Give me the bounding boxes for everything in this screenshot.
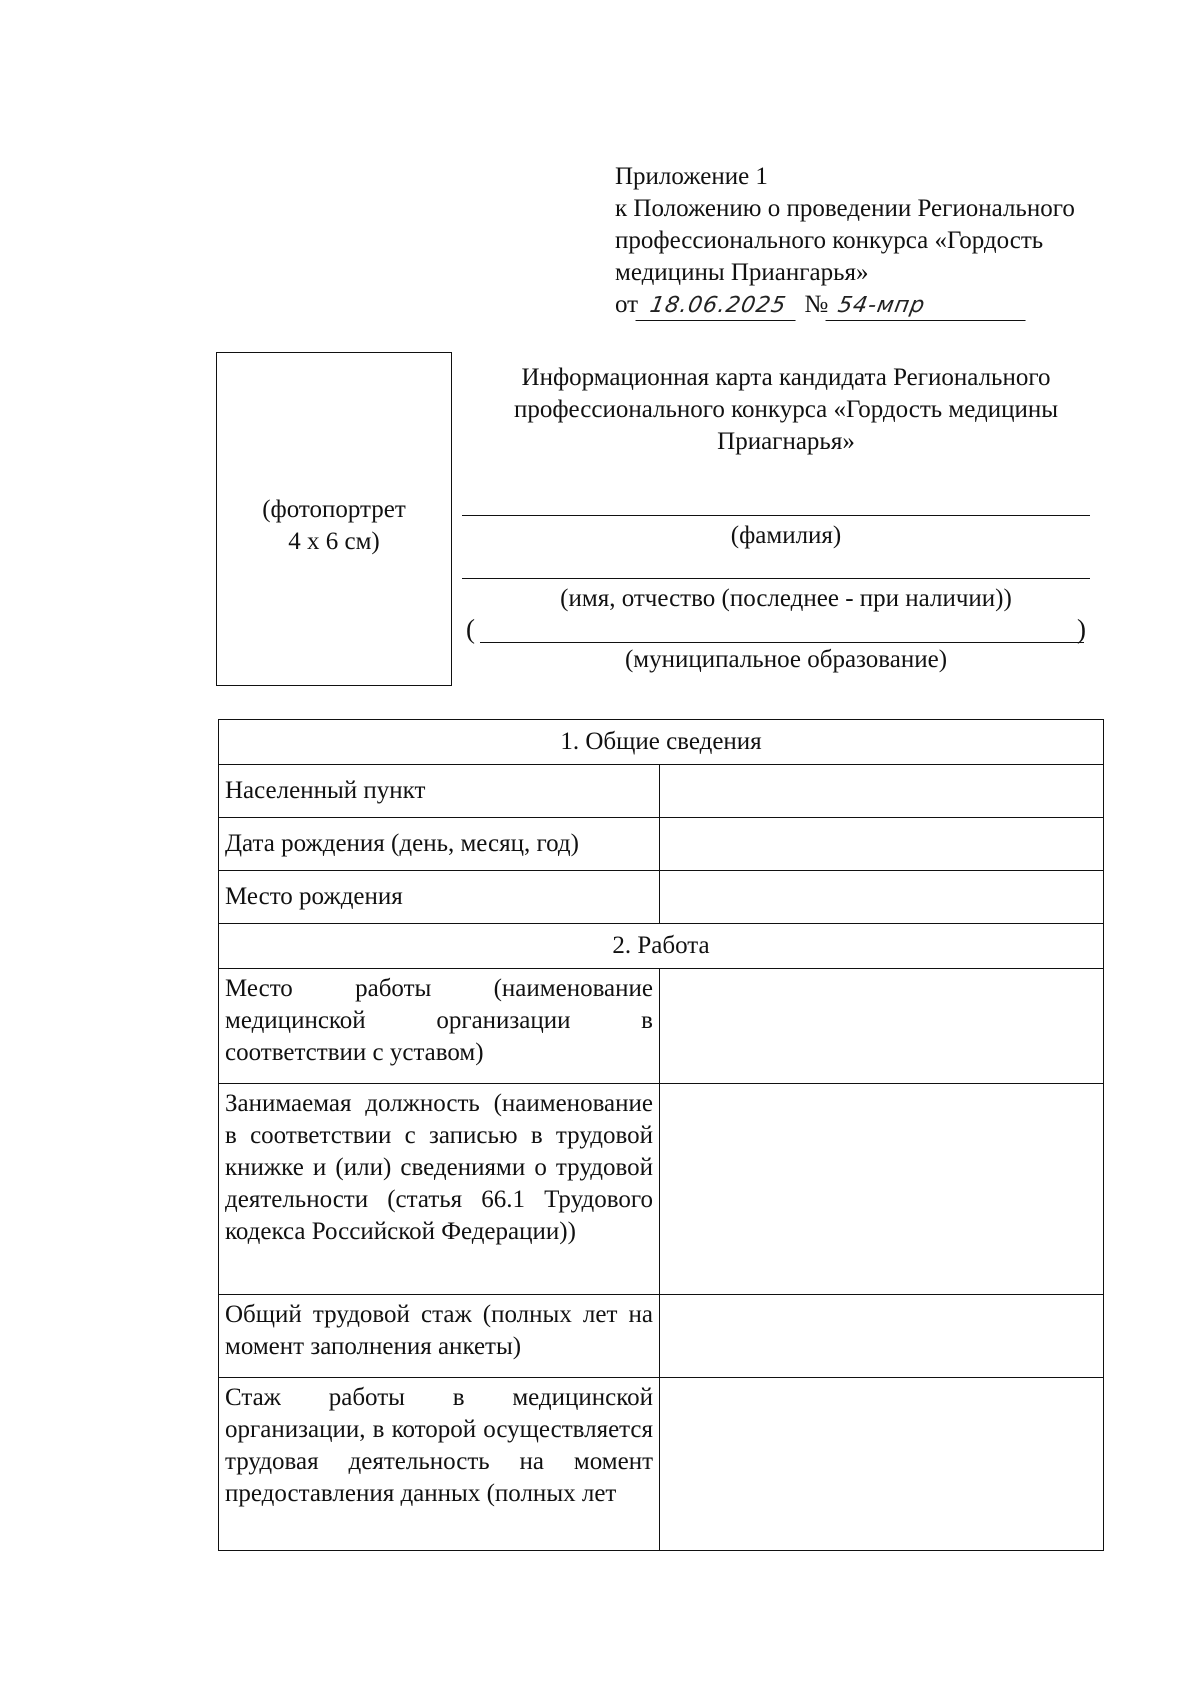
section-general-title: 1. Общие сведения bbox=[219, 720, 1104, 765]
municipality-open-paren: ( bbox=[466, 614, 475, 644]
handwritten-number: 54-мпр bbox=[826, 292, 1031, 321]
card-title bbox=[462, 362, 1110, 458]
table-row bbox=[219, 871, 1104, 924]
appendix-line-3: профессионального конкурса «Гордость bbox=[615, 227, 1044, 254]
photo-caption bbox=[217, 494, 451, 558]
date-prefix: от bbox=[615, 291, 639, 318]
municipality-close-paren: ) bbox=[1077, 614, 1086, 644]
name-field-line[interactable] bbox=[462, 578, 1090, 579]
surname-field-line[interactable] bbox=[462, 515, 1090, 516]
photo-caption-line-2: 4 х 6 см) bbox=[288, 528, 380, 555]
appendix-line-4: медицины Приангарья» bbox=[615, 259, 869, 286]
table-row bbox=[219, 765, 1104, 818]
row-label-org-experience: Стаж работы в медицинской организации, в которой осуществляется трудовая деятельность на момент предоставления данных (полных лет bbox=[219, 1378, 660, 1551]
table-row bbox=[219, 1295, 1104, 1378]
row-label-position: Занимаемая должность (наименование в соответствии с записью в трудовой книжке и (или) сведениями о трудовой деятельности (статья 66.1 Трудового кодекса Российской Федерации)) bbox=[219, 1084, 660, 1295]
row-label-birth-date: Дата рождения (день, месяц, год) bbox=[219, 818, 660, 871]
handwritten-date: 18.06.2025 bbox=[636, 292, 801, 321]
appendix-line-2: к Положению о проведении Регионального bbox=[615, 195, 1075, 222]
row-value-birth-date[interactable] bbox=[660, 818, 1104, 871]
number-prefix: № bbox=[804, 291, 829, 318]
row-label-workplace: Место работы (наименование медицинской организации в соответствии с уставом) bbox=[219, 969, 660, 1084]
row-label-settlement: Населенный пункт bbox=[219, 765, 660, 818]
row-label-birth-place: Место рождения bbox=[219, 871, 660, 924]
photo-placeholder[interactable] bbox=[216, 352, 452, 686]
municipality-caption: (муниципальное образование) bbox=[624, 646, 948, 673]
row-value-org-experience[interactable] bbox=[660, 1378, 1104, 1551]
card-title-line-2: профессионального конкурса «Гордость медицины bbox=[513, 396, 1059, 423]
table-row bbox=[219, 1378, 1104, 1551]
municipality-field-line[interactable] bbox=[480, 642, 1084, 643]
appendix-date-line bbox=[615, 289, 1075, 321]
appendix-header bbox=[615, 161, 1075, 321]
name-caption: (имя, отчество (последнее - при наличии)) bbox=[560, 585, 1012, 612]
table-row bbox=[219, 818, 1104, 871]
row-value-workplace[interactable] bbox=[660, 969, 1104, 1084]
section-row bbox=[219, 924, 1104, 969]
row-label-total-experience: Общий трудовой стаж (полных лет на момент заполнения анкеты) bbox=[219, 1295, 660, 1378]
candidate-info-table bbox=[218, 719, 1104, 1551]
photo-caption-line-1: (фотопортрет bbox=[262, 496, 406, 523]
card-title-line-3: Приагнарья» bbox=[717, 428, 855, 455]
card-title-line-1: Информационная карта кандидата Регионального bbox=[521, 364, 1051, 391]
row-value-total-experience[interactable] bbox=[660, 1295, 1104, 1378]
row-value-position[interactable] bbox=[660, 1084, 1104, 1295]
row-value-settlement[interactable] bbox=[660, 765, 1104, 818]
surname-caption: (фамилия) bbox=[730, 522, 842, 549]
table-row bbox=[219, 1084, 1104, 1295]
row-value-birth-place[interactable] bbox=[660, 871, 1104, 924]
appendix-line-1: Приложение 1 bbox=[615, 163, 768, 190]
table-row bbox=[219, 969, 1104, 1084]
section-row bbox=[219, 720, 1104, 765]
section-work-title: 2. Работа bbox=[219, 924, 1104, 969]
